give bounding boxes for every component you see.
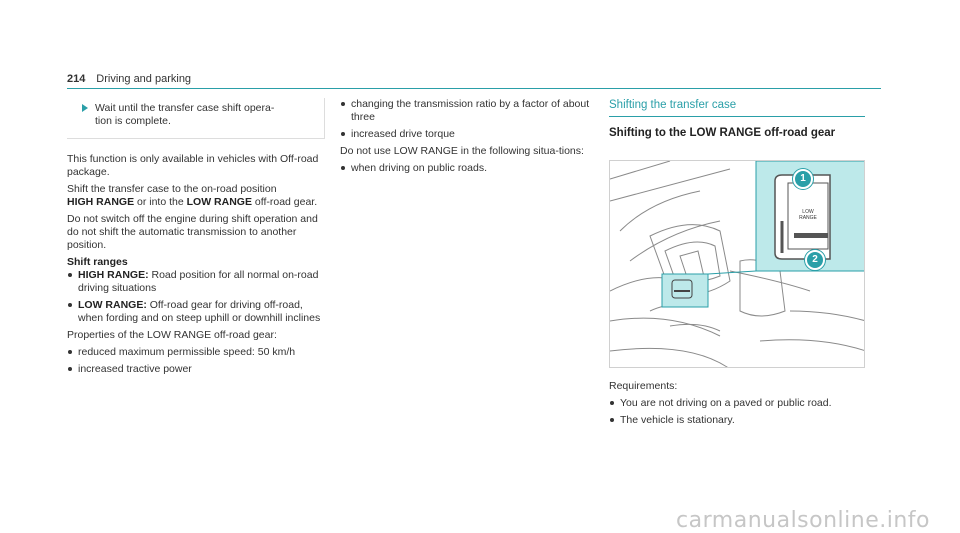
step-arrow-icon: [82, 104, 88, 112]
low-range-term: LOW RANGE: [186, 196, 252, 208]
column-right: [609, 98, 865, 431]
high-range-term: HIGH RANGE: [67, 196, 135, 208]
column-middle: [340, 98, 595, 179]
off-road-text: off-road gear.: [251, 196, 318, 208]
callout-number: 1: [800, 173, 806, 184]
list-item: You are not driving on a paved or public road.: [609, 397, 865, 410]
page-number: 214: [67, 73, 86, 85]
properties-list: [67, 346, 325, 376]
list-item: when driving on public roads.: [340, 162, 595, 175]
callout-1-icon: [793, 169, 813, 189]
instruction-step: [67, 98, 325, 139]
header-rule: [67, 88, 881, 89]
list-item: [67, 269, 325, 295]
requirements-heading: Requirements:: [609, 380, 678, 392]
range-text: Road position for all normal on-road driving situations: [78, 269, 319, 294]
callout-number: 2: [812, 254, 818, 265]
console-drawing: [610, 161, 865, 368]
not-use-paragraph: Do not use LOW RANGE in the following situa-tions:: [340, 145, 584, 157]
range-text: Off-road gear for driving off-road, when fording and on steep uphill or downhill inclines: [78, 299, 321, 324]
column-left: [67, 98, 325, 380]
list-item: increased tractive power: [67, 363, 325, 376]
shift-text-pre: Shift the transfer case to the on-road position: [67, 183, 277, 195]
ranges-list: [67, 269, 325, 325]
range-label: LOW RANGE:: [78, 299, 147, 311]
center-console-illustration: [609, 160, 865, 368]
range-label: HIGH RANGE:: [78, 269, 149, 281]
requirements-list: [609, 397, 865, 427]
properties-list-cont: [340, 98, 595, 141]
watermark: carmanualsonline.info: [676, 508, 930, 533]
list-item: changing the transmission ratio by a factor of about three: [340, 98, 595, 124]
situations-list: [340, 162, 595, 175]
switch-low-range-label: LOW RANGE: [799, 209, 817, 221]
section-title: Shifting the transfer case: [609, 99, 865, 117]
or-into-text: or into the: [134, 196, 187, 208]
list-item: increased drive torque: [340, 128, 595, 141]
list-item: reduced maximum permissible speed: 50 km/h: [67, 346, 325, 359]
subsection-title: Shifting to the LOW RANGE off-road gear: [609, 127, 836, 139]
warning-paragraph: Do not switch off the engine during shift operation and do not shift the automatic transmission to another position.: [67, 213, 318, 251]
list-item: [67, 299, 325, 325]
page-header: [67, 73, 881, 86]
chapter-title: Driving and parking: [96, 73, 192, 85]
instruction-text: Wait until the transfer case shift opera- tion is complete.: [95, 102, 275, 127]
shift-ranges-heading: Shift ranges: [67, 256, 128, 268]
callout-2-icon: [805, 250, 825, 270]
properties-heading: Properties of the LOW RANGE off-road gear:: [67, 329, 277, 341]
intro-paragraph: This function is only available in vehicles with Off-road package.: [67, 153, 319, 178]
shift-paragraph: [67, 183, 325, 209]
list-item: The vehicle is stationary.: [609, 414, 865, 427]
